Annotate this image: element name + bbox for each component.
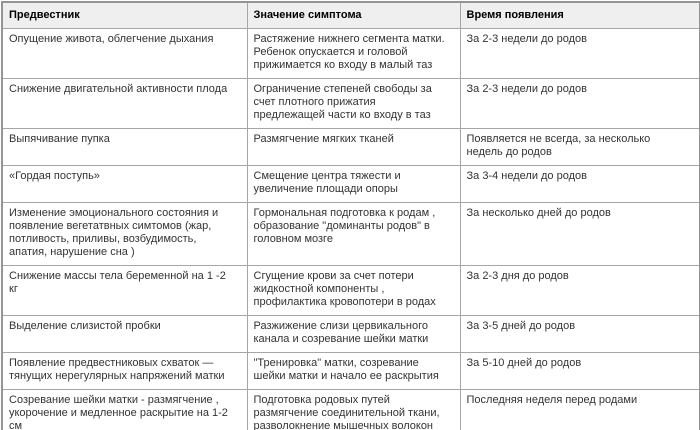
table-cell-precursor: Снижение двигательной активности плода [2, 79, 247, 129]
table-cell-time: За 3-5 дней до родов [460, 316, 700, 353]
table-cell-meaning: Гормональная подготовка к родам , образование "доминанты родов" в головном мозге [247, 203, 460, 266]
table-cell-meaning: Ограничение степеней свободы за счет плотного прижатия предлежащей части ко входу в таз [247, 79, 460, 129]
column-header-precursor: Предвестник [2, 2, 247, 29]
table-cell-time: За 2-3 недели до родов [460, 29, 700, 79]
table-cell-meaning: Сгущение крови за счет потери жидкостной компоненты , профилактика кровопотери в родах [247, 266, 460, 316]
table-row [2, 129, 700, 166]
table-row [2, 266, 700, 316]
table-cell-meaning: Размягчение мягких тканей [247, 129, 460, 166]
table-cell-time: Появляется не всегда, за несколько недель до родов [460, 129, 700, 166]
table-cell-meaning: "Тренировка" матки, созревание шейки матки и начало ее раскрытия [247, 353, 460, 390]
column-header-appearance-time: Время появления [460, 2, 700, 29]
table-cell-meaning: Подготовка родовых путей размягчение соединительной ткани, разволокнение мышечных волокон [247, 390, 460, 430]
table-cell-precursor: Изменение эмоционального состояния и появление вегетатвных симтомов (жар, потливость, приливы, возбудимость, апатия, нарушение сна ) [2, 203, 247, 266]
table-row [2, 316, 700, 353]
table-cell-meaning: Смещение центра тяжести и увеличение площади опоры [247, 166, 460, 203]
table-row [2, 390, 700, 430]
table-cell-precursor: Снижение массы тела беременной на 1 -2 кг [2, 266, 247, 316]
table-cell-precursor: Выделение слизистой пробки [2, 316, 247, 353]
header-row [2, 2, 700, 29]
table-cell-time: За 2-3 дня до родов [460, 266, 700, 316]
table-row [2, 79, 700, 129]
table-row [2, 166, 700, 203]
table-cell-time: За 5-10 дней до родов [460, 353, 700, 390]
table-cell-meaning: Растяжение нижнего сегмента матки. Ребенок опускается и головой прижимается ко входу в малый таз [247, 29, 460, 79]
labor-precursors-table [1, 1, 700, 430]
table-cell-precursor: Выпячивание пупка [2, 129, 247, 166]
table-cell-precursor: Опущение живота, облегчение дыхания [2, 29, 247, 79]
table-row [2, 203, 700, 266]
table-cell-time: За 3-4 недели до родов [460, 166, 700, 203]
table-cell-precursor: Созревание шейки матки - размягчение , укорочение и медленное раскрытие на 1-2 см [2, 390, 247, 430]
table-cell-time: За несколько дней до родов [460, 203, 700, 266]
table-cell-time: Последняя неделя перед родами [460, 390, 700, 430]
table-cell-precursor: «Гордая поступь» [2, 166, 247, 203]
table-row [2, 29, 700, 79]
table-cell-time: За 2-3 недели до родов [460, 79, 700, 129]
table-cell-precursor: Появление предвестниковых схваток — тянущих нерегулярных напряжений матки [2, 353, 247, 390]
column-header-symptom-meaning: Значение симптома [247, 2, 460, 29]
table-row [2, 353, 700, 390]
table-cell-meaning: Разжижение слизи цервикального канала и созревание шейки матки [247, 316, 460, 353]
